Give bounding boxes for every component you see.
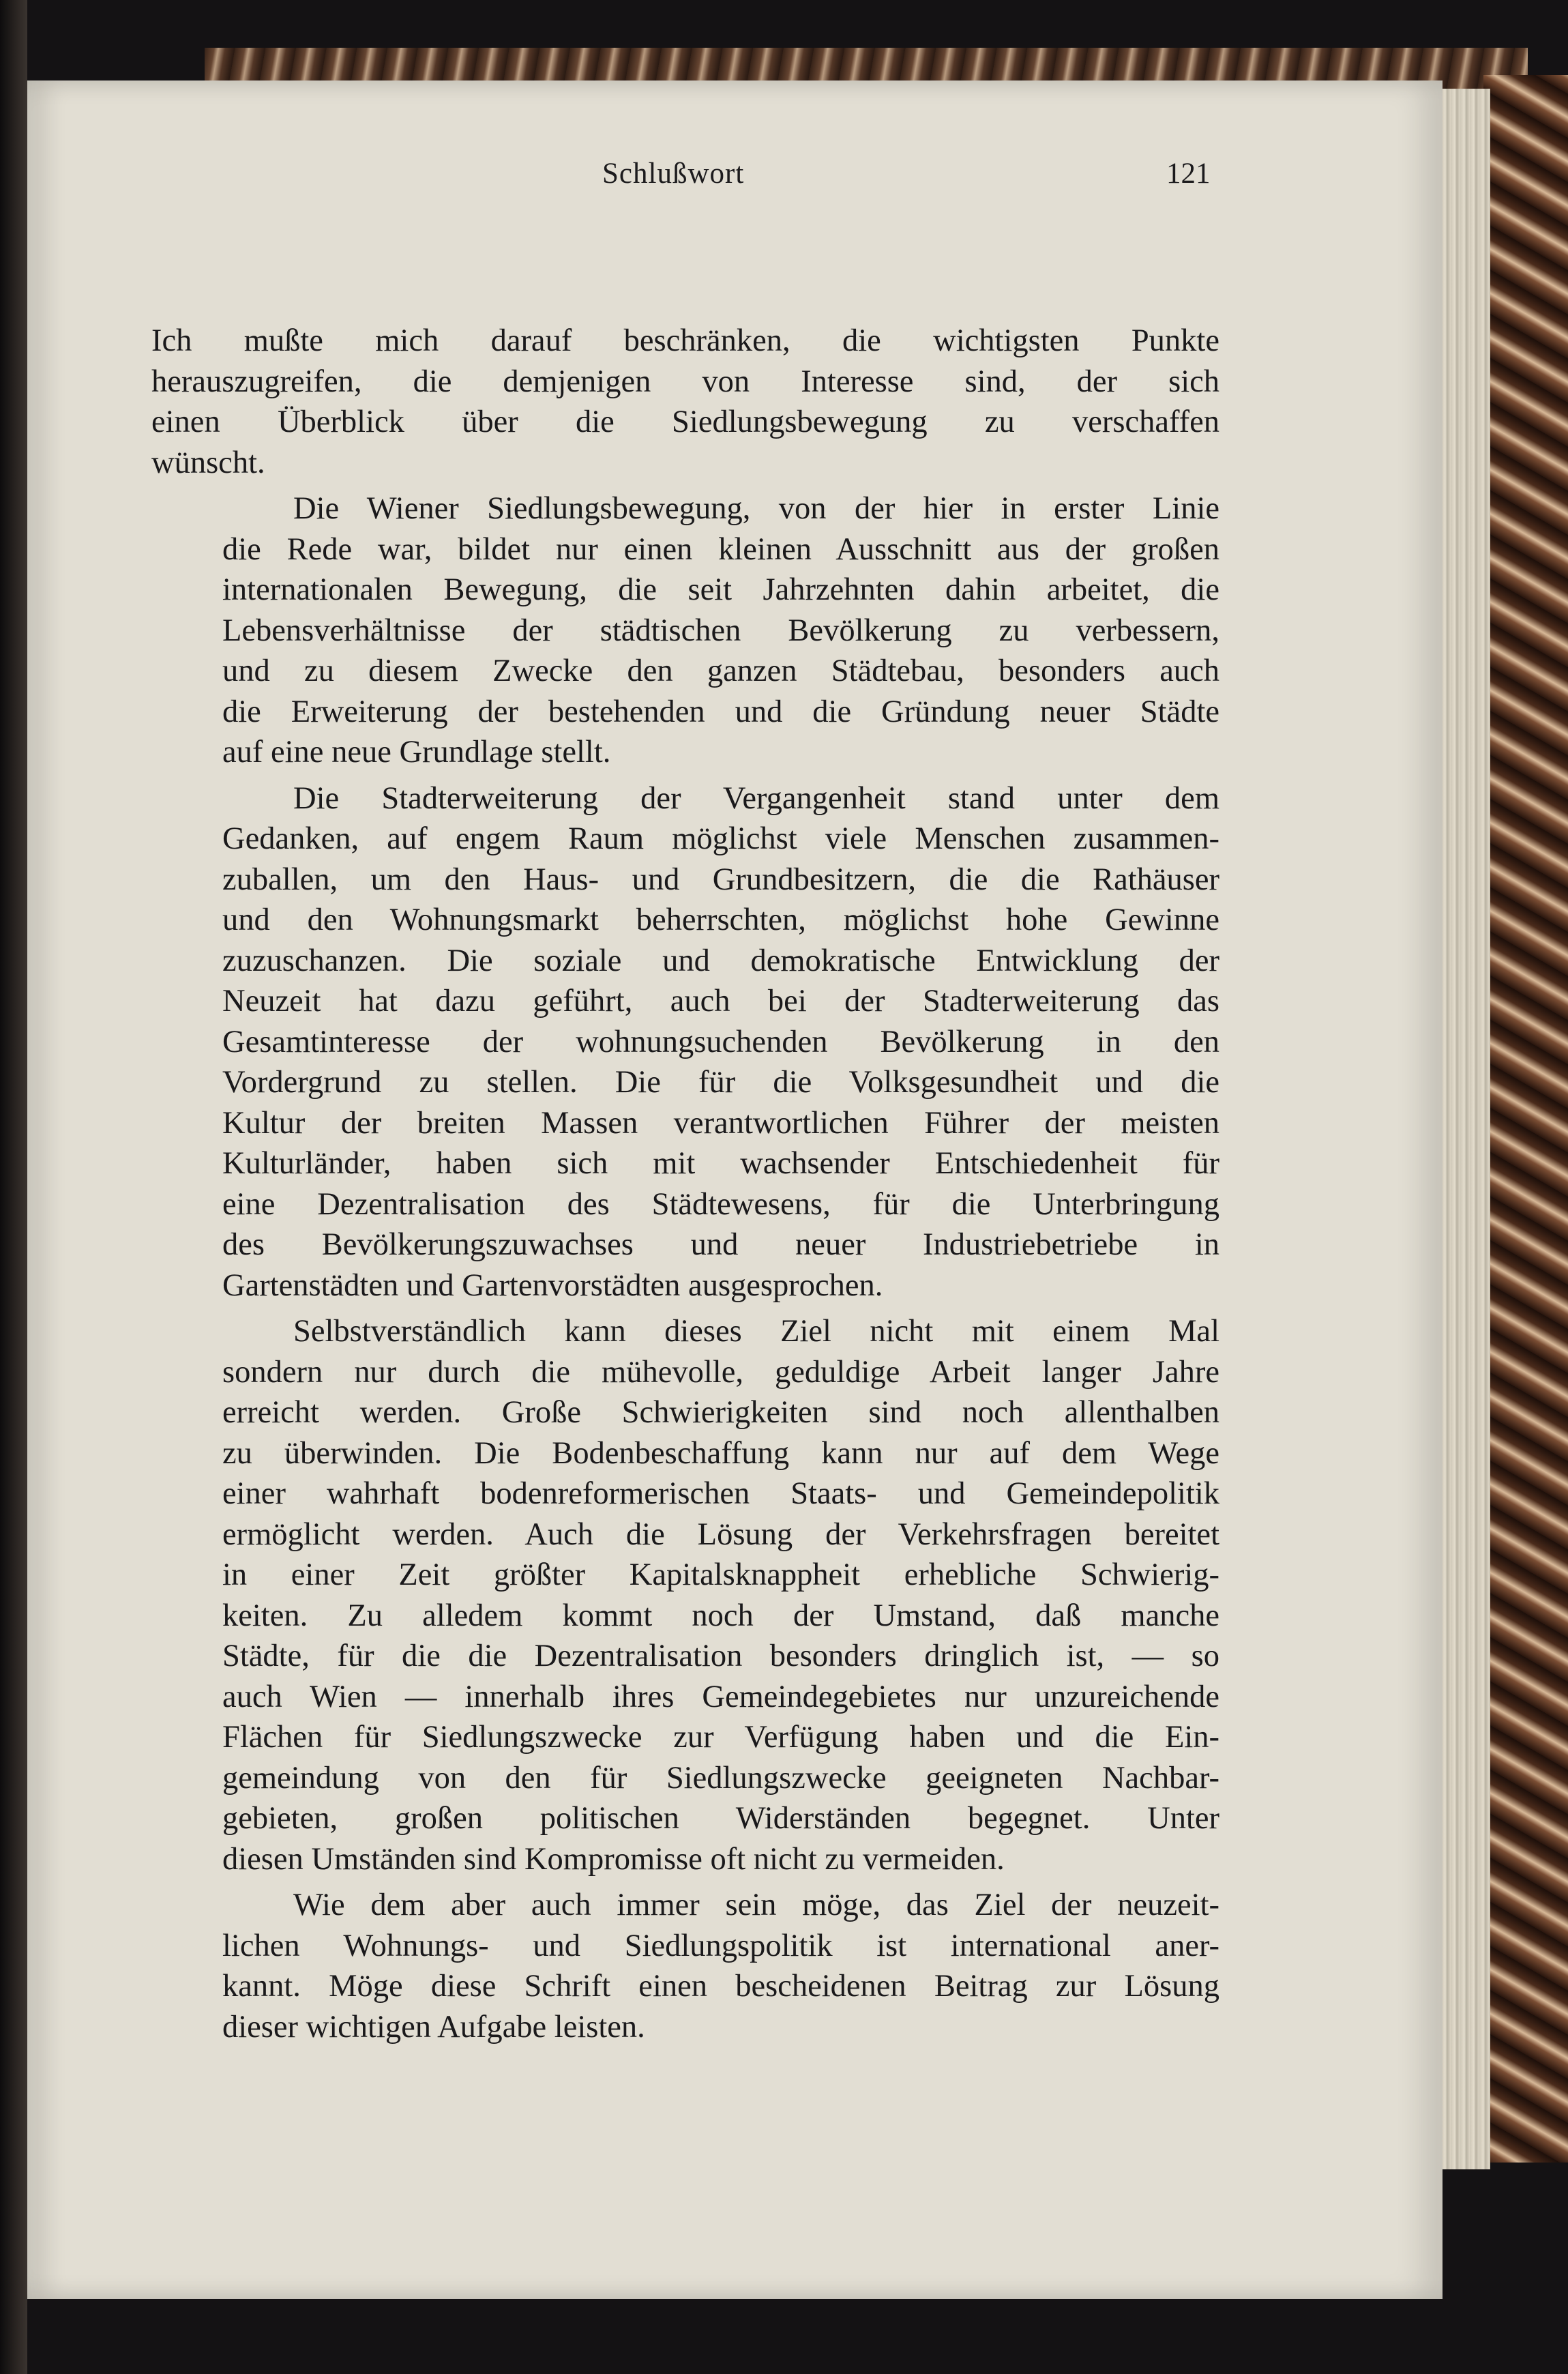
text-line: diesen Umständen sind Kompromisse oft nicht zu vermeiden. <box>222 1841 1005 1877</box>
text-line: keiten. Zu alledem kommt noch der Umstand, daß manche <box>222 1598 1219 1633</box>
text-line: des Bevölkerungszuwachses und neuer Industriebetriebe in <box>222 1227 1219 1262</box>
text-line: Lebensverhältnisse der städtischen Bevölkerung zu verbessern, <box>222 613 1219 648</box>
text-line: Ich mußte mich darauf beschränken, die wichtigsten Punkte <box>151 323 1219 358</box>
text-line: in einer Zeit größter Kapitalsknappheit erhebliche Schwierig- <box>222 1557 1219 1592</box>
text-line: Neuzeit hat dazu geführt, auch bei der Stadterweiterung das <box>222 984 1219 1019</box>
text-line: die Rede war, bildet nur einen kleinen Ausschnitt aus der großen <box>222 531 1219 567</box>
text-line: zuzuschanzen. Die soziale und demokratische Entwicklung der <box>222 943 1219 978</box>
text-line: ermöglicht werden. Auch die Lösung der Verkehrsfragen bereitet <box>222 1516 1219 1552</box>
text-line: dieser wichtigen Aufgabe leisten. <box>222 2009 645 2045</box>
text-line: Kultur der breiten Massen verantwortlichen Führer der meisten <box>222 1105 1219 1141</box>
paragraph <box>151 488 1219 773</box>
marbled-cover-right <box>1483 75 1568 2163</box>
text-line: erreicht werden. Große Schwierigkeiten sind noch allenthalben <box>222 1395 1219 1430</box>
text-line: Flächen für Siedlungszwecke zur Verfügung haben und die Ein- <box>222 1720 1219 1755</box>
text-line: zu überwinden. Die Bodenbeschaffung kann nur auf dem Wege <box>222 1435 1219 1471</box>
text-line: Selbstverständlich kann dieses Ziel nicht mit einem Mal <box>293 1314 1219 1349</box>
text-line: gebieten, großen politischen Widerständen begegnet. Unter <box>222 1801 1219 1836</box>
text-line: Die Stadterweiterung der Vergangenheit stand unter dem <box>293 780 1219 816</box>
text-line: auf eine neue Grundlage stellt. <box>222 735 611 770</box>
section-title: Schlußwort <box>602 158 745 190</box>
text-line: zuballen, um den Haus- und Grundbesitzern, die die Rathäuser <box>222 862 1219 897</box>
text-line: Vordergrund zu stellen. Die für die Volksgesundheit und die <box>222 1065 1219 1100</box>
text-line: kannt. Möge diese Schrift einen bescheidenen Beitrag zur Lösung <box>222 1969 1219 2004</box>
text-line: sondern nur durch die mühevolle, geduldige Arbeit langer Jahre <box>222 1354 1219 1390</box>
text-line: lichen Wohnungs- und Siedlungspolitik ist international aner- <box>222 1928 1219 1963</box>
text-line: auch Wien — innerhalb ihres Gemeindegebietes nur unzureichende <box>222 1679 1219 1714</box>
text-line: Kulturländer, haben sich mit wachsender Entschiedenheit für <box>222 1146 1219 1181</box>
text-line: Gedanken, auf engem Raum möglichst viele Menschen zusammen- <box>222 821 1219 856</box>
running-head <box>0 157 1568 211</box>
book-binding-left <box>0 0 27 2374</box>
text-line: einen Überblick über die Siedlungsbewegung zu verschaffen <box>151 405 1219 439</box>
text-line: Gesamtinteresse der wohnungsuchenden Bevölkerung in den <box>222 1024 1219 1059</box>
paragraph <box>151 1885 1219 2047</box>
text-line: einer wahrhaft bodenreformerischen Staats- und Gemeindepolitik <box>222 1476 1219 1511</box>
text-line: und den Wohnungsmarkt beherrschten, möglichst hohe Gewinne <box>222 903 1219 937</box>
text-line: Wie dem aber auch immer sein möge, das Ziel der neuzeit- <box>293 1888 1219 1922</box>
text-line: Städte, für die die Dezentralisation besonders dringlich ist, — so <box>222 1639 1219 1673</box>
body-text <box>151 321 1219 2053</box>
text-line: herauszugreifen, die demjenigen von Interesse sind, der sich <box>151 364 1219 399</box>
text-line: Die Wiener Siedlungsbewegung, von der hier in erster Linie <box>293 491 1219 526</box>
text-line: und zu diesem Zwecke den ganzen Städtebau, besonders auch <box>222 654 1219 688</box>
page-number: 121 <box>1166 158 1211 190</box>
paragraph <box>151 321 1219 483</box>
text-line: wünscht. <box>151 445 265 480</box>
text-line: eine Dezentralisation des Städtewesens, für die Unterbringung <box>222 1186 1219 1222</box>
paragraph <box>151 778 1219 1306</box>
paragraph <box>151 1311 1219 1879</box>
text-line: internationalen Bewegung, die seit Jahrzehnten dahin arbeitet, die <box>222 572 1219 607</box>
text-line: die Erweiterung der bestehenden und die Gründung neuer Städte <box>222 694 1219 729</box>
text-line: gemeindung von den für Siedlungszwecke geeigneten Nachbar- <box>222 1760 1219 1796</box>
text-line: Gartenstädten und Gartenvorstädten ausgesprochen. <box>222 1267 883 1303</box>
